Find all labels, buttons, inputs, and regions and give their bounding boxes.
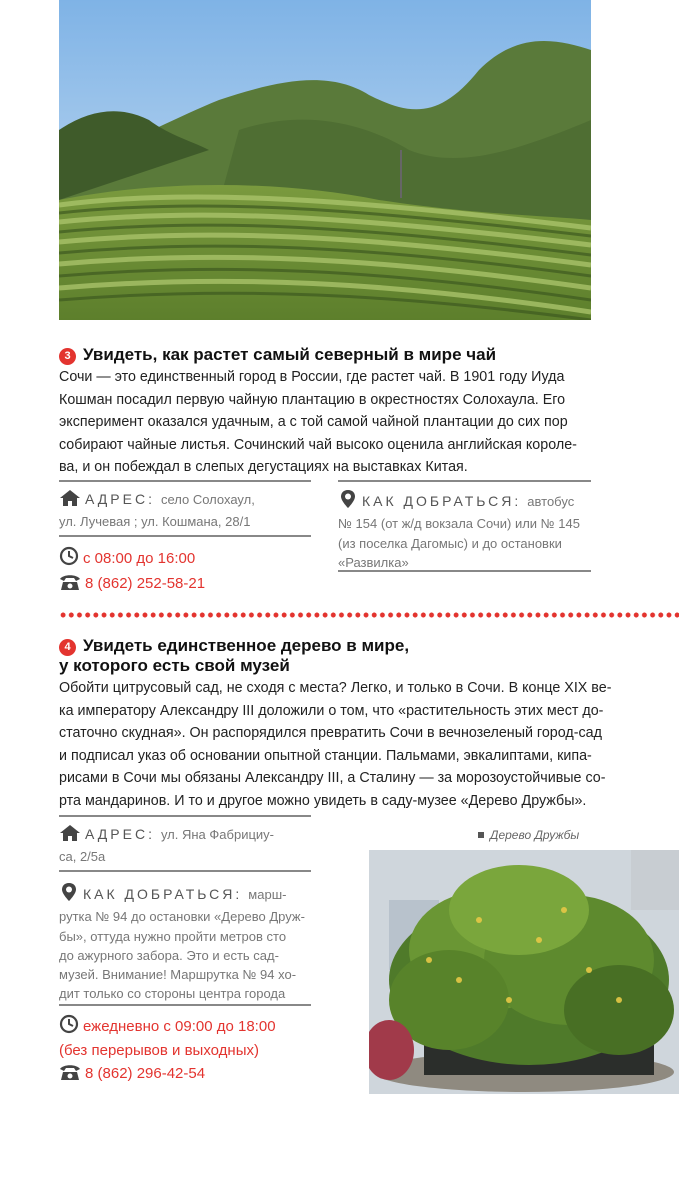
photo-caption: [478, 828, 579, 842]
house-icon: [59, 824, 81, 847]
section4-title-text: Увидеть единственное дерево в мире,: [83, 636, 410, 655]
section4-phone: [59, 1063, 205, 1087]
phone-icon: [59, 1063, 81, 1087]
section3-line: собирают чайные листья. Сочинский чай высоко оценила английская короле-: [59, 436, 577, 453]
phone-icon: [59, 573, 81, 597]
route-label: КАК ДОБРАТЬСЯ:: [83, 886, 243, 902]
section3-hours: [59, 546, 195, 572]
section4-line: рта мандаринов. И то и другое можно увидеть в саду-музее «Дерево Дружбы».: [59, 792, 587, 809]
tea-plantation-photo: [59, 0, 591, 320]
caption-text: Дерево Дружбы: [490, 828, 580, 842]
address-text: ул. Яна Фабрициу-: [160, 827, 274, 842]
hours-text: с 08:00 до 16:00: [83, 550, 196, 567]
section4-line: Обойти цитрусовый сад, не сходя с места? Легко, и только в Сочи. В конце XIX ве-: [59, 680, 612, 696]
section3-title-text: Увидеть, как растет самый северный в мире чай: [83, 345, 497, 364]
route-text: автобус: [527, 494, 575, 509]
divider: [59, 870, 311, 872]
section4-title-text: у которого есть свой музей: [59, 656, 290, 675]
section3-line: эксперимент оказался удачным, а с той самой чайной плантации до сих пор: [59, 414, 568, 431]
hours-text: (без перерывов и выходных): [59, 1042, 259, 1059]
section3-title: [59, 345, 496, 365]
section3-body: [59, 366, 591, 479]
address-text: са, 2/5а: [59, 849, 106, 865]
route-text: дит только со стороны центра города: [59, 986, 286, 1002]
route-text: (из поселка Дагомыс) и до остановки: [338, 535, 562, 551]
divider: [59, 535, 311, 537]
section3-phone: [59, 573, 205, 597]
section3-line: Кошман посадил первую чайную плантацию в окрестностях Солохаула. Его: [59, 391, 566, 408]
divider: [338, 570, 591, 572]
clock-icon: [59, 546, 79, 572]
route-text: до ажурного забора. Это и есть сад-: [59, 947, 279, 963]
section4-number-badge: 4: [59, 639, 76, 656]
route-text: музей. Внимание! Маршрутка № 94 хо-: [59, 967, 297, 983]
address-text: ул. Лучевая ; ул. Кошмана, 28/1: [59, 514, 251, 530]
section3-number-badge: 3: [59, 348, 76, 365]
section3-line: ва, и он побеждал в слепых дегустациях на выставках Китая.: [59, 459, 468, 476]
divider: [59, 480, 311, 482]
route-text: рутка № 94 до остановки «Дерево Друж-: [59, 909, 305, 925]
section3-route: [338, 489, 591, 572]
divider: [59, 815, 311, 817]
divider: [338, 480, 591, 482]
caption-square-icon: [478, 832, 484, 838]
address-label: АДРЕС:: [85, 826, 155, 842]
house-icon: [59, 489, 81, 512]
route-text: «Развилка»: [338, 554, 409, 570]
section4-line: статочно скудная». Он распорядился превратить Сочи в вечнозеленый город-сад: [59, 725, 602, 742]
route-text: № 154 (от ж/д вокзала Сочи) или № 145: [338, 516, 580, 532]
phone-text: 8 (862) 296-42-54: [85, 1065, 206, 1082]
pin-walker-icon: [59, 882, 79, 907]
route-text: марш-: [248, 887, 287, 902]
pin-walker-icon: [338, 489, 358, 514]
phone-text: 8 (862) 252-58-21: [85, 575, 206, 592]
section3-address: [59, 489, 311, 532]
section4-line: и подписал указ об основании опытной станции. Пальмами, эвкалиптами, кипа-: [59, 747, 592, 764]
address-label: АДРЕС:: [85, 491, 155, 507]
hours-text: ежедневно с 09:00 до 18:00: [83, 1018, 276, 1035]
dotted-separator: [59, 612, 679, 618]
route-text: бы», оттуда нужно пройти метров сто: [59, 928, 287, 944]
section4-body: [59, 677, 612, 813]
route-label: КАК ДОБРАТЬСЯ:: [362, 493, 522, 509]
section4-hours: [59, 1014, 276, 1061]
section4-route: [59, 882, 311, 1004]
section4-title: [59, 636, 409, 676]
section4-line: рисами в Сочи мы обязаны Александру III, а Сталину — за морозоустойчивые со-: [59, 770, 606, 787]
address-text: село Солохаул,: [160, 492, 255, 507]
section4-line: ка императору Александру III доложили о том, что «растительность этих мест до-: [59, 702, 604, 719]
divider: [59, 1004, 311, 1006]
section4-address: [59, 824, 311, 867]
clock-icon: [59, 1014, 79, 1040]
section3-line: Сочи — это единственный город в России, где растет чай. В 1901 году Иуда: [59, 369, 565, 385]
friendship-tree-photo: [369, 850, 679, 1094]
